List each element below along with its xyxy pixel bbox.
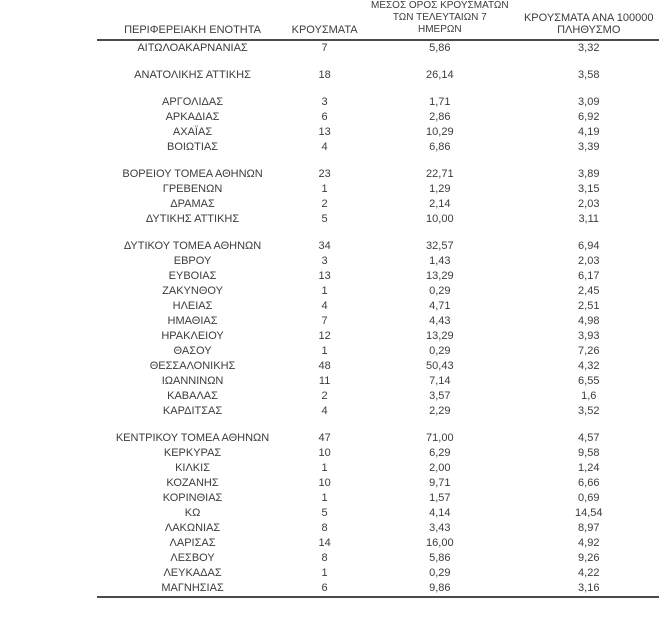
avg-7day-cell: 26,14 (426, 69, 454, 81)
per-100k-cell: 4,92 (578, 537, 600, 549)
table-row (97, 344, 659, 359)
per-100k-cell: 4,98 (578, 315, 600, 327)
cases-cell: 4 (321, 141, 328, 153)
table-row (97, 40, 659, 56)
per-100k-cell: 2,03 (578, 198, 600, 210)
avg-7day-cell: 4,43 (429, 315, 451, 327)
table-row (97, 95, 659, 110)
avg-7day-cell: 2,00 (429, 462, 451, 474)
cases-cell: 6 (321, 582, 328, 594)
col-header-avg-7day-line1: ΜΕΣΟΣ ΟΡΟΣ ΚΡΟΥΣΜΑΤΩΝ (370, 0, 509, 11)
table-row (97, 581, 659, 597)
avg-7day-cell: 2,86 (429, 111, 451, 123)
header-row (97, 0, 659, 40)
spacer-cell (97, 56, 659, 68)
per-100k-cell: 3,89 (578, 168, 600, 180)
per-100k-cell: 6,94 (578, 240, 600, 252)
per-100k-cell: 2,45 (578, 285, 600, 297)
avg-7day-cell: 10,00 (426, 213, 454, 225)
per-100k-cell: 6,92 (578, 111, 600, 123)
region-cell: ΔΥΤΙΚΟΥ ΤΟΜΕΑ ΑΘΗΝΩΝ (123, 240, 262, 252)
region-cell: ΛΕΣΒΟΥ (170, 552, 215, 564)
region-cell: ΛΑΚΩΝΙΑΣ (164, 522, 221, 534)
avg-7day-cell: 0,29 (429, 285, 451, 297)
spacer-cell (97, 419, 659, 431)
region-cell: ΙΩΑΝΝΙΝΩΝ (161, 375, 224, 387)
region-cell: ΘΕΣΣΑΛΟΝΙΚΗΣ (149, 360, 236, 372)
table-row (97, 374, 659, 389)
avg-7day-cell: 9,71 (429, 477, 451, 489)
table-row (97, 110, 659, 125)
table-row (97, 167, 659, 182)
per-100k-cell: 14,54 (574, 507, 603, 519)
region-cell: ΑΡΓΟΛΙΔΑΣ (162, 96, 224, 108)
per-100k-cell: 2,03 (578, 255, 600, 267)
cases-cell: 11 (318, 375, 331, 387)
per-100k-cell: 7,26 (578, 345, 600, 357)
table-row (97, 404, 659, 419)
per-100k-cell: 3,32 (578, 42, 600, 54)
col-header-region-line: ΠΕΡΙΦΕΡΕΙΑΚΗ ΕΝΟΤΗΤΑ (124, 24, 261, 36)
avg-7day-cell: 32,57 (426, 240, 454, 252)
table-row (97, 491, 659, 506)
cases-cell: 6 (321, 111, 328, 123)
table-row (97, 476, 659, 491)
region-cell: ΚΑΡΔΙΤΣΑΣ (162, 405, 223, 417)
table-row (97, 536, 659, 551)
table-row (97, 431, 659, 446)
region-cell: ΕΒΡΟΥ (173, 255, 212, 267)
per-100k-cell: 3,15 (578, 183, 600, 195)
region-cell: ΑΧΑΪΑΣ (172, 126, 213, 138)
per-100k-cell: 6,17 (578, 270, 600, 282)
cases-cell: 8 (321, 552, 328, 564)
table-header (97, 0, 659, 40)
cases-cell: 1 (321, 567, 328, 579)
per-100k-cell: 3,11 (578, 213, 600, 225)
cases-by-regional-unit-table (97, 0, 659, 598)
cases-cell: 12 (318, 330, 331, 342)
region-cell: ΗΡΑΚΛΕΙΟΥ (161, 330, 224, 342)
cases-cell: 18 (318, 69, 331, 81)
per-100k-cell: 3,16 (578, 582, 600, 594)
per-100k-cell: 3,93 (578, 330, 600, 342)
cases-cell: 3 (321, 96, 328, 108)
table-row (97, 68, 659, 83)
table-row (97, 461, 659, 476)
col-header-cases-line: ΚΡΟΥΣΜΑΤΑ (291, 24, 358, 36)
avg-7day-cell: 3,57 (429, 390, 451, 402)
cases-cell: 3 (321, 255, 328, 267)
avg-7day-cell: 2,29 (429, 405, 451, 417)
region-cell: ΚΕΝΤΡΙΚΟΥ ΤΟΜΕΑ ΑΘΗΝΩΝ (115, 432, 270, 444)
region-cell: ΗΜΑΘΙΑΣ (167, 315, 218, 327)
per-100k-cell: 3,58 (578, 69, 600, 81)
avg-7day-cell: 71,00 (426, 432, 454, 444)
cases-cell: 1 (321, 285, 328, 297)
avg-7day-cell: 1,71 (429, 96, 451, 108)
avg-7day-cell: 1,43 (429, 255, 451, 267)
region-cell: ΛΕΥΚΑΔΑΣ (163, 567, 222, 579)
region-cell: ΛΑΡΙΣΑΣ (169, 537, 216, 549)
region-cell: ΑΡΚΑΔΙΑΣ (165, 111, 220, 123)
avg-7day-cell: 5,86 (429, 42, 451, 54)
per-100k-cell: 4,57 (578, 432, 600, 444)
cases-cell: 1 (321, 183, 328, 195)
cases-cell: 10 (318, 477, 331, 489)
spacer-row (97, 419, 659, 431)
table-row (97, 284, 659, 299)
cases-cell: 7 (321, 315, 328, 327)
cases-cell: 13 (318, 126, 331, 138)
table-row (97, 521, 659, 536)
cases-cell: 48 (318, 360, 331, 372)
avg-7day-cell: 1,29 (429, 183, 451, 195)
region-cell: ΚΟΖΑΝΗΣ (166, 477, 219, 489)
col-header-avg-7day-line3: ΗΜΕΡΩΝ (418, 24, 462, 35)
per-100k-cell: 0,69 (578, 492, 600, 504)
region-cell: ΖΑΚΥΝΘΟΥ (162, 285, 223, 297)
per-100k-cell: 8,97 (578, 522, 600, 534)
region-cell: ΜΑΓΝΗΣΙΑΣ (161, 582, 224, 594)
region-cell: ΚΑΒΑΛΑΣ (167, 390, 218, 402)
table-row (97, 269, 659, 284)
avg-7day-cell: 2,14 (429, 198, 451, 210)
per-100k-cell: 6,66 (578, 477, 600, 489)
cases-cell: 47 (318, 432, 331, 444)
region-cell: ΚΕΡΚΥΡΑΣ (163, 447, 222, 459)
col-header-per-100k (518, 0, 659, 40)
region-cell: ΑΝΑΤΟΛΙΚΗΣ ΑΤΤΙΚΗΣ (134, 69, 251, 81)
avg-7day-cell: 13,29 (426, 330, 454, 342)
cases-cell: 2 (321, 198, 328, 210)
col-header-avg-7day-line2: ΤΩΝ ΤΕΛΕΥΤΑΙΩΝ 7 (392, 12, 487, 23)
cases-cell: 23 (318, 168, 331, 180)
cases-cell: 5 (321, 507, 328, 519)
avg-7day-cell: 50,43 (426, 360, 454, 372)
table-row (97, 182, 659, 197)
table-row (97, 140, 659, 155)
cases-cell: 8 (321, 522, 328, 534)
cases-cell: 5 (321, 213, 328, 225)
table-row (97, 359, 659, 374)
per-100k-cell: 9,26 (578, 552, 600, 564)
per-100k-cell: 2,51 (578, 300, 600, 312)
avg-7day-cell: 0,29 (429, 345, 451, 357)
avg-7day-cell: 16,00 (426, 537, 454, 549)
per-100k-cell: 3,52 (578, 405, 600, 417)
avg-7day-cell: 6,29 (429, 447, 451, 459)
region-cell: ΚΩ (184, 507, 201, 519)
avg-7day-cell: 4,71 (429, 300, 451, 312)
cases-cell: 1 (321, 345, 328, 357)
per-100k-cell: 1,24 (578, 462, 600, 474)
col-header-region (97, 0, 288, 40)
region-cell: ΒΟΡΕΙΟΥ ΤΟΜΕΑ ΑΘΗΝΩΝ (122, 168, 263, 180)
avg-7day-cell: 5,86 (429, 552, 451, 564)
col-header-per-100k-line2: ΠΛΗΘΥΣΜΟ (557, 24, 621, 36)
per-100k-cell: 9,58 (578, 447, 600, 459)
region-cell: ΕΥΒΟΙΑΣ (168, 270, 217, 282)
spacer-row (97, 227, 659, 239)
avg-7day-cell: 0,29 (429, 567, 451, 579)
per-100k-cell: 4,19 (578, 126, 600, 138)
region-cell: ΚΙΛΚΙΣ (175, 462, 210, 474)
cases-cell: 4 (321, 300, 328, 312)
avg-7day-cell: 13,29 (426, 270, 454, 282)
cases-cell: 1 (321, 462, 328, 474)
region-cell: ΚΟΡΙΝΘΙΑΣ (162, 492, 223, 504)
per-100k-cell: 1,6 (581, 390, 597, 402)
per-100k-cell: 4,32 (578, 360, 600, 372)
region-cell: ΑΙΤΩΛΟΑΚΑΡΝΑΝΙΑΣ (137, 42, 248, 54)
per-100k-cell: 3,39 (578, 141, 600, 153)
avg-7day-cell: 6,86 (429, 141, 451, 153)
per-100k-cell: 6,55 (578, 375, 600, 387)
cases-cell: 7 (321, 42, 328, 54)
spacer-row (97, 83, 659, 95)
table-row (97, 566, 659, 581)
spacer-row (97, 56, 659, 68)
avg-7day-cell: 9,86 (429, 582, 451, 594)
avg-7day-cell: 10,29 (426, 126, 454, 138)
table-row (97, 197, 659, 212)
region-cell: ΒΟΙΩΤΙΑΣ (166, 141, 219, 153)
table-row (97, 551, 659, 566)
region-cell: ΔΥΤΙΚΗΣ ΑΤΤΙΚΗΣ (145, 213, 240, 225)
table-row (97, 314, 659, 329)
table-row (97, 446, 659, 461)
cases-cell: 1 (321, 492, 328, 504)
table-row (97, 239, 659, 254)
avg-7day-cell: 1,57 (429, 492, 451, 504)
region-cell: ΔΡΑΜΑΣ (170, 198, 215, 210)
spacer-cell (97, 83, 659, 95)
col-header-avg-7day (361, 0, 518, 40)
col-header-per-100k-line1: ΚΡΟΥΣΜΑΤΑ ΑΝΑ 100000 (523, 12, 654, 24)
per-100k-cell: 3,09 (578, 96, 600, 108)
cases-cell: 13 (318, 270, 331, 282)
cases-cell: 10 (318, 447, 331, 459)
table-row (97, 254, 659, 269)
spacer-row (97, 155, 659, 167)
table-row (97, 125, 659, 140)
region-cell: ΗΛΕΙΑΣ (172, 300, 213, 312)
cases-cell: 34 (318, 240, 331, 252)
table-row (97, 329, 659, 344)
table-row (97, 299, 659, 314)
col-header-cases (288, 0, 361, 40)
avg-7day-cell: 22,71 (426, 168, 454, 180)
avg-7day-cell: 4,14 (429, 507, 451, 519)
avg-7day-cell: 3,43 (429, 522, 451, 534)
cases-cell: 2 (321, 390, 328, 402)
per-100k-cell: 4,22 (578, 567, 600, 579)
table-row (97, 389, 659, 404)
avg-7day-cell: 7,14 (429, 375, 451, 387)
spacer-cell (97, 155, 659, 167)
spacer-cell (97, 227, 659, 239)
table-row (97, 212, 659, 227)
region-cell: ΓΡΕΒΕΝΩΝ (162, 183, 223, 195)
table-body (97, 40, 659, 597)
table-row (97, 506, 659, 521)
cases-cell: 14 (318, 537, 331, 549)
region-cell: ΘΑΣΟΥ (173, 345, 212, 357)
cases-cell: 4 (321, 405, 328, 417)
